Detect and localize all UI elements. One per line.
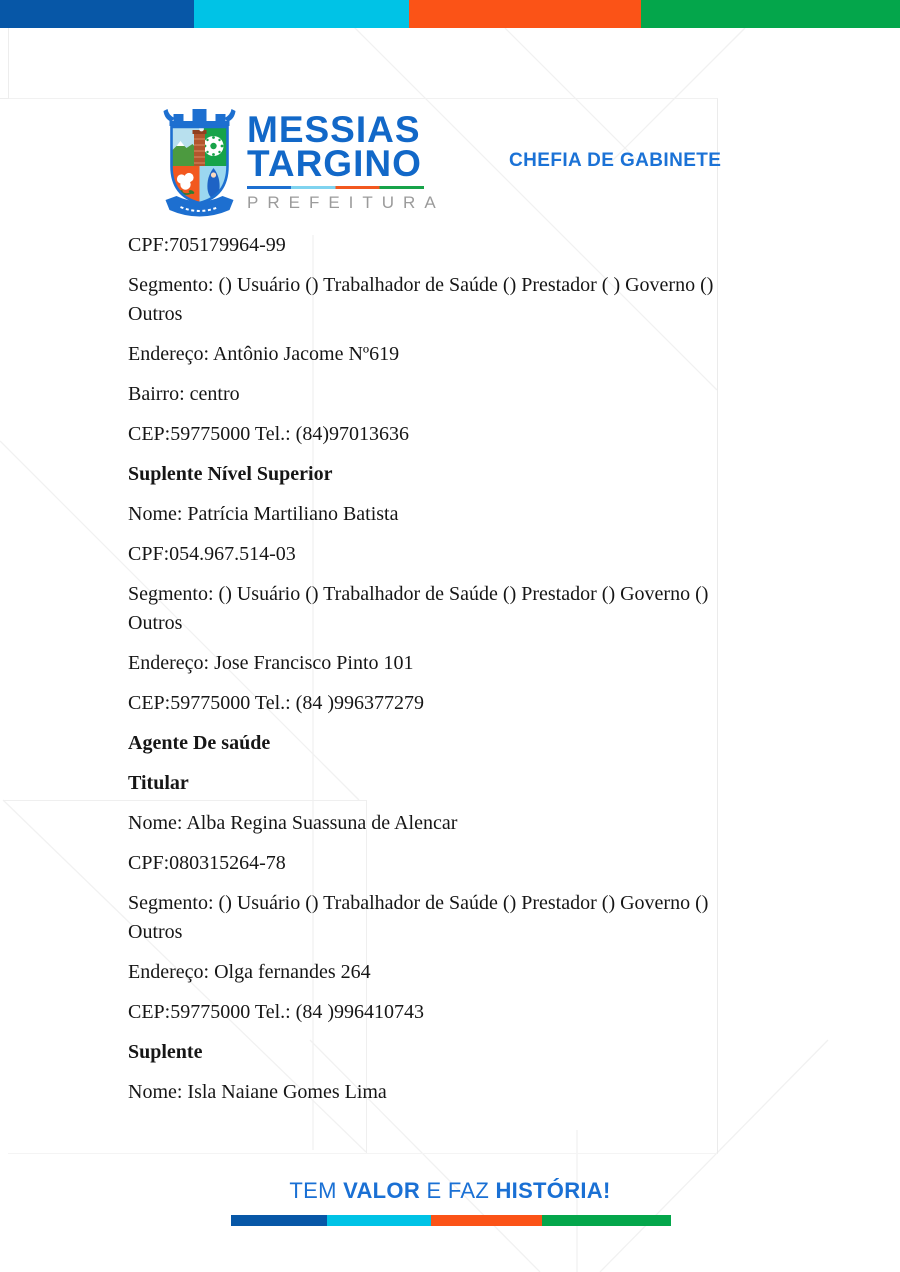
slogan-word: TEM (289, 1178, 337, 1203)
doc-text: Endereço: Antônio Jacome Nº619 (128, 343, 400, 365)
brand-wordmark (247, 109, 447, 213)
doc-line-cep-tel (128, 998, 776, 1027)
doc-text: Endereço: Olga fernandes 264 (128, 961, 371, 983)
doc-text: CPF:705179964-99 (128, 234, 286, 256)
doc-heading-suplente (128, 1038, 776, 1067)
bar-segment-orange (409, 0, 641, 28)
doc-line-endereco (128, 340, 776, 369)
doc-text: Bairro: centro (128, 383, 240, 405)
doc-line-cep-tel (128, 420, 776, 449)
doc-text: Suplente (128, 1041, 203, 1063)
document-body (128, 231, 776, 1118)
slogan-word: E FAZ (426, 1178, 490, 1203)
doc-line-segmento (128, 580, 776, 638)
doc-text: Endereço: Jose Francisco Pinto 101 (128, 652, 414, 674)
doc-text: Outros (128, 921, 183, 943)
doc-line-nome (128, 1078, 776, 1107)
doc-heading-titular (128, 769, 776, 798)
page-card-corner (0, 28, 9, 99)
doc-text: Outros (128, 303, 183, 325)
doc-text: CEP:59775000 Tel.: (84 )996410743 (128, 1001, 425, 1023)
doc-text: Segmento: () Usuário () Trabalhador de Saúde () Prestador () Governo () (128, 583, 709, 605)
doc-text: Nome: Alba Regina Suassuna de Alencar (128, 812, 458, 834)
doc-line-cpf (128, 849, 776, 878)
doc-text: CEP:59775000 Tel.: (84 )996377279 (128, 692, 425, 714)
doc-text: CEP:59775000 Tel.: (84)97013636 (128, 423, 410, 445)
doc-text: Agente De saúde (128, 732, 271, 754)
doc-line-nome (128, 500, 776, 529)
doc-heading-agente-de-saude (128, 729, 776, 758)
footer-slogan (0, 1178, 900, 1204)
brand-name-line1: MESSIAS (247, 109, 421, 150)
doc-heading-suplente-nivel-superior (128, 460, 776, 489)
doc-line-segmento (128, 271, 776, 329)
bar-segment-cyan (327, 1215, 431, 1226)
brand-subtitle: PREFEITURA (247, 193, 445, 212)
bar-segment-blue (0, 0, 194, 28)
bar-segment-green (542, 1215, 671, 1226)
doc-text: Outros (128, 612, 183, 634)
municipal-coat-of-arms-icon (157, 106, 242, 220)
doc-line-cpf (128, 231, 776, 260)
doc-line-cep-tel (128, 689, 776, 718)
doc-text: Nome: Isla Naiane Gomes Lima (128, 1081, 387, 1103)
doc-line-nome (128, 809, 776, 838)
bar-segment-orange (431, 1215, 542, 1226)
doc-line-endereco (128, 958, 776, 987)
footer-color-bar (231, 1215, 671, 1226)
doc-line-endereco (128, 649, 776, 678)
bar-segment-cyan (194, 0, 409, 28)
bar-segment-green (641, 0, 900, 28)
doc-text: Titular (128, 772, 189, 794)
doc-line-bairro (128, 380, 776, 409)
top-color-bar (0, 0, 900, 28)
doc-text: Nome: Patrícia Martiliano Batista (128, 503, 399, 525)
doc-text: Segmento: () Usuário () Trabalhador de Saúde () Prestador () Governo () (128, 892, 709, 914)
doc-line-cpf (128, 540, 776, 569)
brand-name-line2: TARGINO (247, 143, 422, 184)
slogan-word: HISTÓRIA! (495, 1178, 611, 1203)
doc-text: CPF:054.967.514-03 (128, 543, 296, 565)
doc-text: Segmento: () Usuário () Trabalhador de Saúde () Prestador ( ) Governo () (128, 274, 714, 296)
doc-text: CPF:080315264-78 (128, 852, 286, 874)
slogan-word: VALOR (343, 1178, 421, 1203)
doc-line-segmento (128, 889, 776, 947)
bar-segment-blue (231, 1215, 327, 1226)
department-title: CHEFIA DE GABINETE (509, 150, 722, 171)
doc-text: Suplente Nível Superior (128, 463, 333, 485)
brand-color-rule (247, 186, 424, 189)
